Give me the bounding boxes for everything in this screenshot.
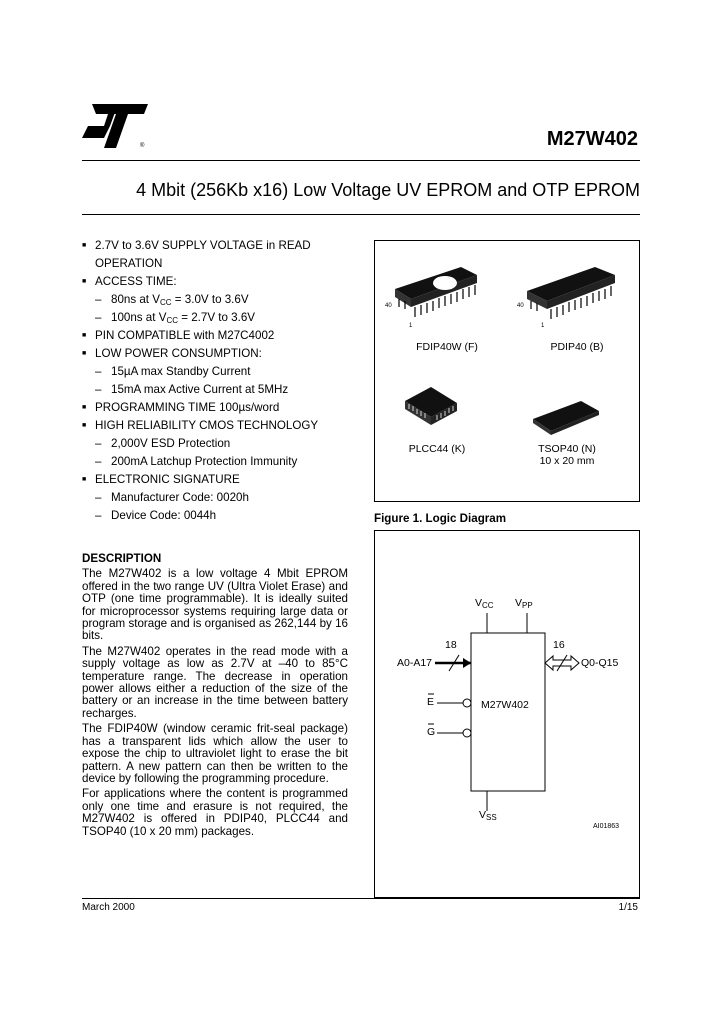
bullet-icon: ■	[82, 404, 87, 411]
bullet-icon: ■	[82, 422, 87, 429]
description-heading: DESCRIPTION	[82, 552, 162, 565]
footer-rule	[82, 898, 640, 899]
data-label: Q0-Q15	[581, 657, 619, 669]
feature-item: ■ PROGRAMMING TIME 100µs/word	[82, 399, 352, 417]
feature-item: ■ HIGH RELIABILITY CMOS TECHNOLOGY	[82, 417, 352, 435]
title-rule	[82, 214, 640, 215]
fdip40w-label: FDIP40W (F)	[416, 341, 478, 353]
feature-item: ■ LOW POWER CONSUMPTION:	[82, 345, 352, 363]
page-number: 1/15	[618, 902, 638, 913]
feature-sub-item: – 200mA Latchup Protection Immunity	[95, 455, 298, 468]
figure-title: Figure 1. Logic Diagram	[374, 512, 507, 525]
package-box	[374, 240, 640, 502]
description-section	[82, 553, 348, 841]
pin1-label: 1	[541, 323, 545, 329]
vpp-label: $V_{PP}$	[515, 597, 533, 610]
logic-diagram	[374, 530, 640, 898]
feature-list	[82, 237, 352, 525]
chip-label: M27W402	[481, 699, 529, 711]
fdip40w-package-image	[385, 267, 477, 329]
vcc-label: $V_{CC}$	[475, 597, 494, 610]
g-label: G	[427, 726, 436, 738]
description-paragraph: The M27W402 is a low voltage 4 Mbit EPROM offered in the two range UV (Ultra Violet Erase) and OTP (one time programmable). It is ideally suited for microprocessor systems requiring large data or program storage and is organised as 262,144 by 16 bits.	[82, 567, 348, 643]
feature-sub-item: – 80ns at $V_{CC} = 3.0V$ to 3.6V	[95, 293, 249, 307]
footer-date: March 2000	[82, 902, 135, 913]
pin1-label: 1	[409, 323, 413, 329]
feature-item: ■ ELECTRONIC SIGNATURE	[82, 471, 352, 489]
address-label: A0-A17	[397, 657, 433, 669]
vss-label: $V_{SS}$	[479, 809, 497, 822]
bullet-icon: ■	[82, 278, 87, 285]
e-label: E	[427, 696, 435, 708]
bullet-icon: ■	[82, 476, 87, 483]
description-paragraph: The M27W402 operates in the read mode with a supply voltage as low as 2.7V at –40 to 85°C temperature range. The decrease in operation power allows either a reduction of the size of the battery or an increase in the time between battery recharges.	[82, 644, 348, 720]
svg-text:®: ®	[140, 143, 145, 148]
bullet-icon: ■	[82, 350, 87, 357]
document-title: 4 Mbit (256Kb x16) Low Voltage UV EPROM and OTP EPROM	[136, 180, 640, 200]
bullet-icon: ■	[82, 242, 87, 249]
header-rule	[82, 160, 640, 161]
tsop40-package-image	[533, 401, 599, 435]
feature-sub-item: – 2,000V ESD Protection	[95, 437, 231, 450]
feature-sub-item: – Manufacturer Code: 0020h	[95, 491, 249, 504]
pdip40-package-image	[517, 267, 615, 329]
bullet-icon: ■	[82, 332, 87, 339]
st-logo	[82, 104, 148, 148]
feature-item: ■ ACCESS TIME:	[82, 273, 352, 291]
feature-sub-item: – 15mA max Active Current at 5MHz	[95, 383, 289, 396]
tsop40-size: 10 x 20 mm	[539, 455, 595, 467]
feature-sub-item: – Device Code: 0044h	[95, 509, 217, 522]
description-paragraph: The FDIP40W (window ceramic frit-seal package) has a transparent lids which allow the user to expose the chip to ultraviolet light to erase the bit pattern. A new pattern can then be written to the device by following the programming procedure.	[82, 722, 348, 785]
description-paragraph: For applications where the content is programmed only one time and erasure is not required, the M27W402 is offered in PDIP40, PLCC44 and TSOP40 (10 x 20 mm) packages.	[82, 787, 348, 838]
pdip40-label: PDIP40 (B)	[550, 341, 604, 353]
plcc44-label: PLCC44 (K)	[408, 443, 466, 455]
tsop40-label: TSOP40 (N)	[538, 443, 596, 455]
part-number: M27W402	[546, 128, 638, 150]
figure-reference: AI01863	[593, 823, 620, 830]
feature-sub-item: – 15µA max Standby Current	[95, 365, 251, 378]
pin40-label: 40	[385, 303, 392, 309]
chip-body	[471, 633, 545, 791]
address-count: 18	[445, 639, 457, 651]
feature-item: ■ PIN COMPATIBLE with M27C4002	[82, 327, 352, 345]
feature-sub-item: – 100ns at $V_{CC} = 2.7V$ to 3.6V	[95, 311, 256, 325]
pin40-label: 40	[517, 303, 524, 309]
feature-item: ■ 2.7V to 3.6V SUPPLY VOLTAGE in READ OPERATION	[82, 239, 311, 270]
data-count: 16	[553, 639, 565, 651]
plcc44-package-image	[405, 387, 457, 425]
